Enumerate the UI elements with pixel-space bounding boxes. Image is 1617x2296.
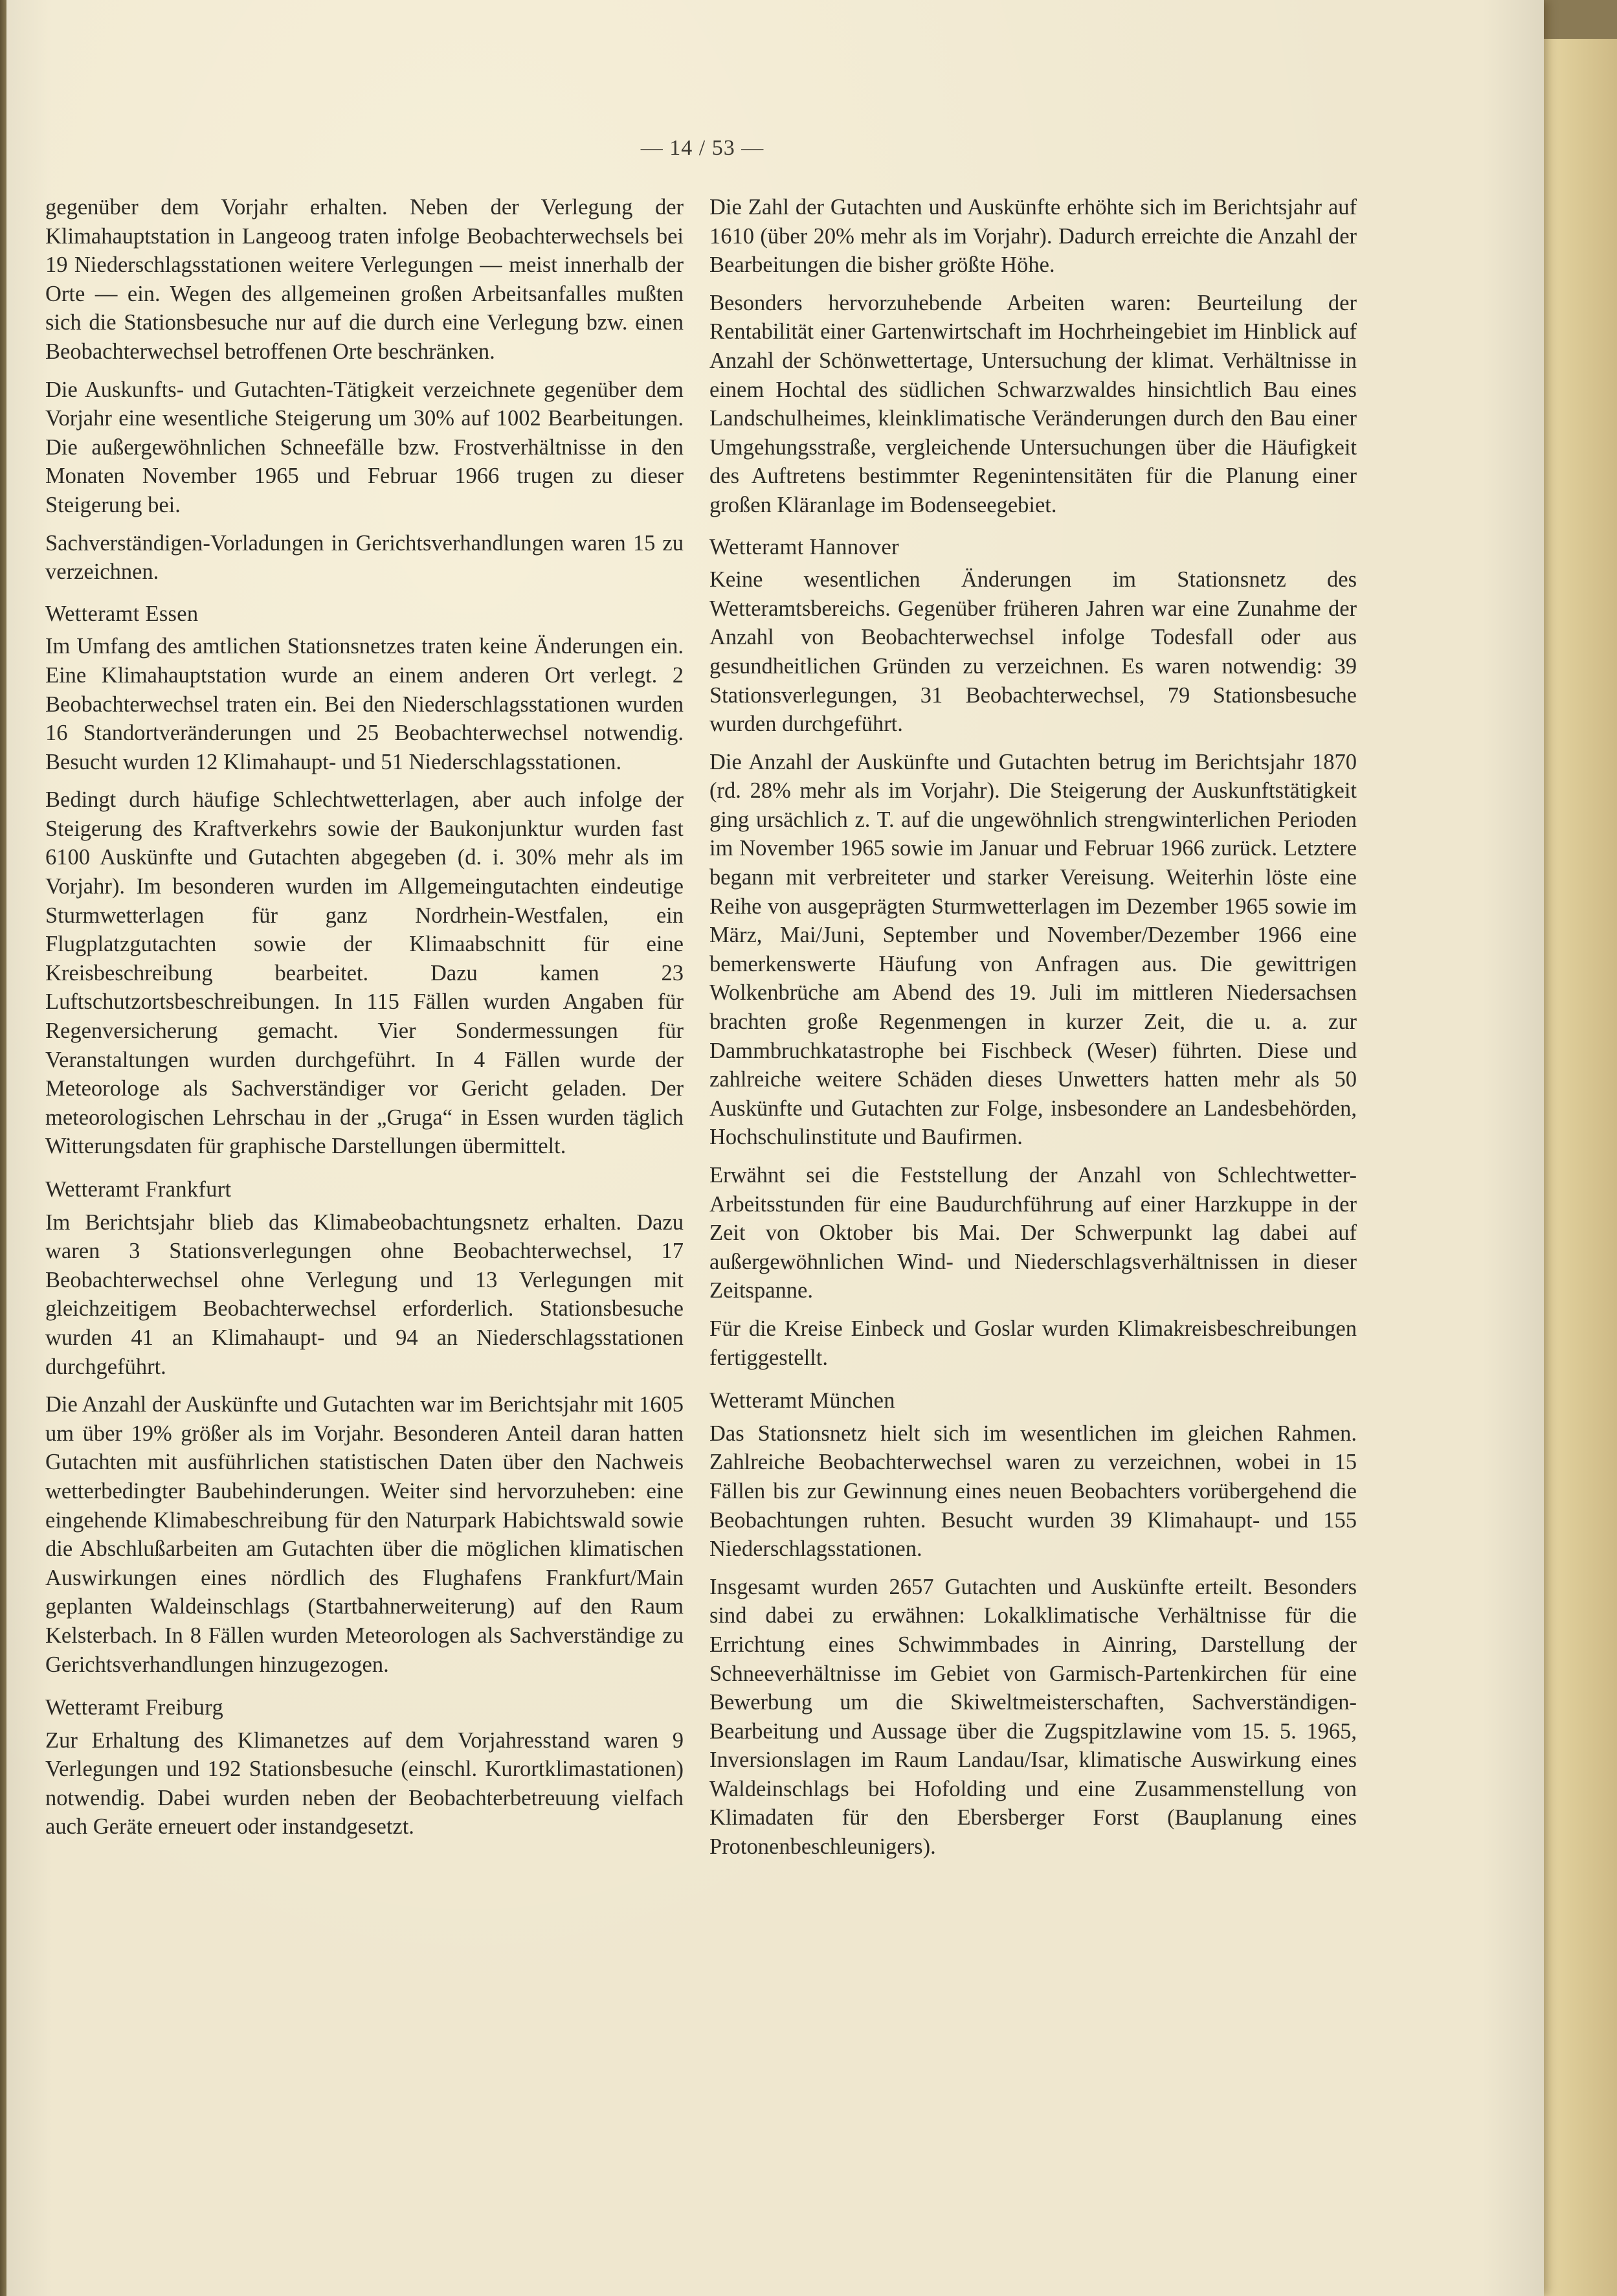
paragraph: Zur Erhaltung des Klimanetzes auf dem Vorjahresstand waren 9 Verlegungen und 192 Stationsbesuche (einschl. Kurortklimastationen) notwendig. Dabei wurden neben der Beobachterbetreuung vielfach auch Geräte erneuert oder instandgesetzt. [45,1728,684,1840]
page-number: — 14 / 53 — [640,136,764,160]
section-heading-essen: Wetteramt Essen [45,601,199,626]
paragraph: Die Auskunfts- und Gutachten-Tätigkeit verzeichnete gegenüber dem Vorjahr eine wesentliche Steigerung um 30% auf 1002 Bearbeitungen. Die außergewöhnlichen Schneefälle bzw. Frostverhältnisse in den Monaten November 1965 und Februar 1966 trugen zu dieser Steigerung bei. [45,377,684,517]
paragraph: Im Umfang des amtlichen Stationsnetzes traten keine Änderungen ein. Eine Klimahauptstation wurde an einem anderen Ort verlegt. 2 Beobachterwechsel traten ein. Bei den Niederschlagsstationen wurden 16 Standortveränderungen und 25 Beobachterwechsel notwendig. Besucht wurden 12 Klimahaupt- und 51 Niederschlagsstationen. [45,634,684,774]
paragraph: Erwähnt sei die Feststellung der Anzahl von Schlechtwetter-Arbeitsstunden für eine Baudurchführung auf einer Harzkuppe in der Zeit von Oktober bis Mai. Der Schwerpunkt lag dabei auf außergewöhnlichen Wind- und Niederschlagsverhältnissen in dieser Zeitspanne. [709,1163,1357,1303]
paragraph: gegenüber dem Vorjahr erhalten. Neben der Verlegung der Klimahauptstation in Langeoog traten infolge Beobachterwechsels bei 19 Niederschlagsstationen weitere Verlegungen — meist innerhalb der Orte — ein. Wegen des allgemeinen großen Arbeitsanfalles mußten sich die Stationsbesuche nur auf die durch eine Verlegung bzw. einen Beobachterwechsel betroffenen Orte beschränken. [45,195,684,364]
left-column [45,193,684,1851]
paragraph: Die Anzahl der Auskünfte und Gutachten betrug im Berichtsjahr 1870 (rd. 28% mehr als im Vorjahr). Die Steigerung der Auskunftstätigkeit ging ursächlich z. T. auf die ungewöhnlich strengwinterlichen Perioden im November 1965 sowie im Januar und Februar 1966 zurück. Letztere begann mit verbreiteter und starker Vereisung. Weiterhin löste eine Reihe von ausgeprägten Sturmwetterlagen im Dezember 1965 sowie im März, Mai/Juni, September und November/Dezember 1966 eine bemerkenswerte Häufung von Anfragen aus. Die gewittrigen Wolkenbrüche am Abend des 19. Juli im mittleren Niedersachsen brachten große Regenmengen in kurzer Zeit, die u. a. zur Dammbruchkatastrophe bei Fischbeck (Weser) führten. Diese und zahlreiche weitere Schäden dieses Unwetters hatten mehr als 50 Auskünfte und Gutachten zur Folge, insbesondere an Landesbehörden, Hochschulinstitute und Baufirmen. [709,749,1357,1150]
paragraph: Besonders hervorzuhebende Arbeiten waren: Beurteilung der Rentabilität einer Gartenwirtschaft im Hochrheingebiet im Hinblick auf Anzahl der Schönwettertage, Untersuchung der klimat. Verhältnisse in einem Hochtal des südlichen Schwarzwaldes hinsichtlich Bau eines Landschulheimes, kleinklimatische Veränderungen durch den Bau einer Umgehungsstraße, vergleichende Untersuchungen über die Häufigkeit des Auftretens bestimmter Regenintensitäten für die Planung einer großen Kläranlage im Bodenseegebiet. [709,290,1357,517]
paragraph: Sachverständigen-Vorladungen in Gerichtsverhandlungen waren 15 zu verzeichnen. [45,530,684,585]
paragraph: Im Berichtsjahr blieb das Klimabeobachtungsnetz erhalten. Dazu waren 3 Stationsverlegungen ohne Beobachterwechsel, 17 Beobachterwechsel ohne Verlegung und 13 Verlegungen mit gleichzeitigem Beobachterwechsel erforderlich. Stationsbesuche wurden 41 an Klimahaupt- und 94 an Niederschlagsstationen durchgeführt. [45,1210,684,1379]
paragraph: Für die Kreise Einbeck und Goslar wurden Klimakreisbeschreibungen fertiggestellt. [709,1316,1357,1370]
paragraph: Die Anzahl der Auskünfte und Gutachten war im Berichtsjahr mit 1605 um über 19% größer als im Vorjahr. Besonderen Anteil daran hatten Gutachten mit ausführlichen statistischen Daten über den Nachweis wetterbedingter Baubehinderungen. Weiter sind hervorzuheben: eine eingehende Klimabeschreibung für den Naturpark Habichtswald sowie die Abschlußarbeiten am Gutachten über die möglichen klimatischen Auswirkungen eines nördlich des Flughafens Frankfurt/Main geplanten Waldeinschlags (Startbahnerweiterung) auf den Raum Kelsterbach. In 8 Fällen wurden Meteorologen als Sachverständige zu Gerichtsverhandlungen hinzugezogen. [45,1392,684,1677]
paragraph: Bedingt durch häufige Schlechtwetterlagen, aber auch infolge der Steigerung des Kraftverkehrs sowie der Baukonjunktur wurden fast 6100 Auskünfte und Gutachten abgegeben (d. i. 30% mehr als im Vorjahr). Im besonderen wurden im Allgemeingutachten eindeutige Sturmwetterlagen für ganz Nordrhein-Westfalen, ein Flugplatzgutachten sowie der Klimaabschnitt für eine Kreisbeschreibung bearbeitet. Dazu kamen 23 Luftschutzortsbeschreibungen. In 115 Fällen wurden Angaben für Regenversicherung gemacht. Vier Sondermessungen für Veranstaltungen wurden durchgeführt. In 4 Fällen wurde der Meteorologe als Sachverständiger vor Gericht geladen. Der meteorologischen Lehrschau in der „Gruga“ in Essen wurden täglich Witterungsdaten für graphische Darstellungen übermittelt. [45,787,684,1159]
paragraph: Insgesamt wurden 2657 Gutachten und Auskünfte erteilt. Besonders sind dabei zu erwähnen: Lokalklimatische Verhältnisse für die Errichtung eines Schwimmbades in Ainring, Darstellung der Schneeverhältnisse im Gebiet von Garmisch-Partenkirchen für eine Bewerbung um die Skiweltmeisterschaften, Sachverständigen-Bearbeitung und Aussage über die Zugspitzlawine vom 15. 5. 1965, Inversionslagen im Raum Landau/Isar, klimatische Auswirkung eines Waldeinschlags bei Hofolding und eine Zusammenstellung von Klimadaten für den Ebersberger Forst (Bauplanung eines Protonenbeschleunigers). [709,1574,1357,1860]
section-heading-muenchen: Wetteramt München [709,1388,895,1413]
paragraph: Keine wesentlichen Änderungen im Stationsnetz des Wetteramtsbereichs. Gegenüber früheren Jahren war eine Zunahme der Anzahl von Beobachterwechsel infolge Todesfall oder aus gesundheitlichen Gründen zu verzeichnen. Es waren notwendig: 39 Stationsverlegungen, 31 Beobachterwechsel, 79 Stationsbesuche wurden durchgeführt. [709,567,1357,737]
paragraph: Das Stationsnetz hielt sich im wesentlichen im gleichen Rahmen. Zahlreiche Beobachterwechsel waren zu verzeichnen, wobei in 15 Fällen bis zur Gewinnung eines neuen Beobachters vorübergehend die Beobachtungen ruhten. Besucht wurden 39 Klimahaupt- und 155 Niederschlagsstationen. [709,1421,1357,1562]
right-column [709,193,1357,1871]
document-page [6,0,1544,2296]
section-heading-hannover: Wetteramt Hannover [709,534,899,559]
paragraph: Die Zahl der Gutachten und Auskünfte erhöhte sich im Berichtsjahr auf 1610 (über 20% mehr als im Vorjahr). Dadurch erreichte die Anzahl der Bearbeitungen die bisher größte Höhe. [709,195,1357,278]
section-heading-frankfurt: Wetteramt Frankfurt [45,1177,232,1202]
section-heading-freiburg: Wetteramt Freiburg [45,1695,224,1720]
